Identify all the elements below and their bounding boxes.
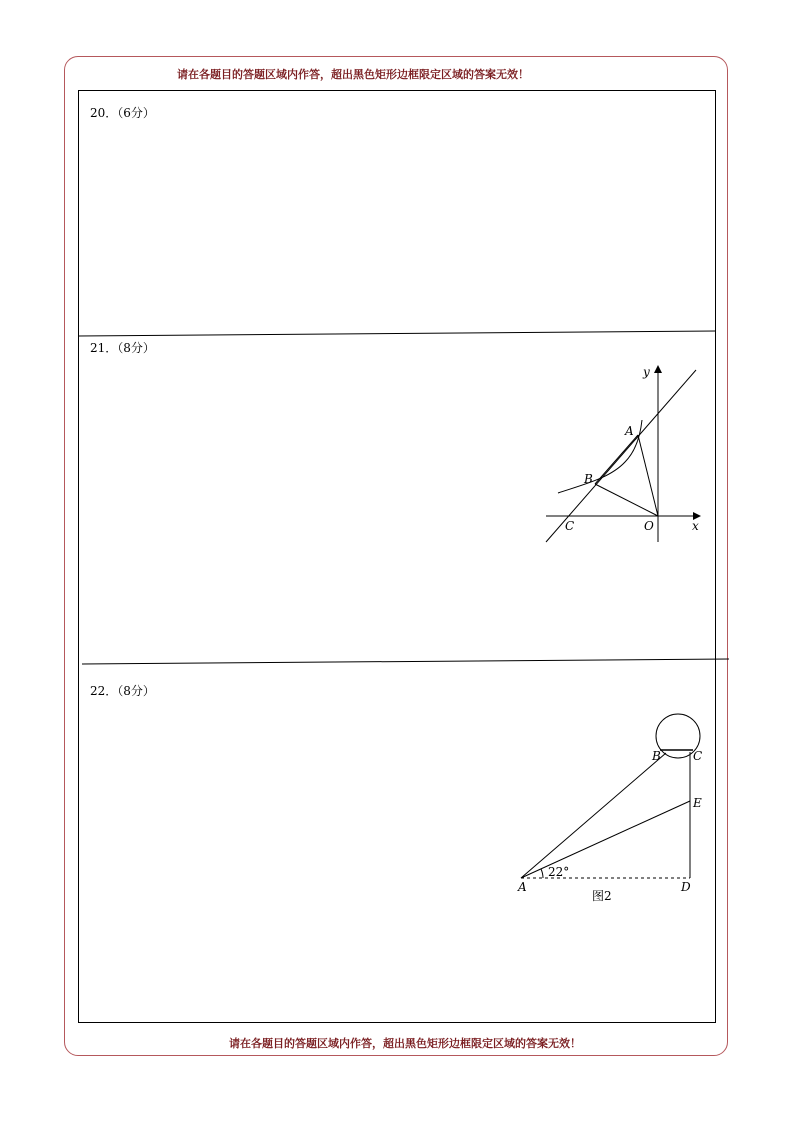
figure-caption: 图2 — [592, 889, 612, 903]
segment-ab — [521, 753, 666, 878]
answer-area-notice-bottom: 请在各题目的答题区域内作答，超出黑色矩形边框限定区域的答案无效！ — [229, 1037, 581, 1050]
answer-area-notice-top: 请在各题目的答题区域内作答，超出黑色矩形边框限定区域的答案无效！ — [177, 68, 529, 81]
label-a: A — [625, 424, 634, 438]
label-c: C — [693, 749, 703, 763]
label-y: y — [643, 365, 650, 379]
label-a: A — [518, 880, 527, 894]
label-d: D — [681, 880, 691, 894]
question-21-label: 21．（8分） — [90, 341, 155, 355]
segment-ao — [638, 435, 658, 516]
angle-arc — [541, 869, 543, 878]
figure-22-diagram — [510, 708, 710, 908]
segment-bo — [595, 484, 658, 516]
question-22-label: 22．（8分） — [90, 684, 155, 698]
divider-21-22 — [82, 659, 729, 664]
label-c: C — [565, 519, 575, 533]
segment-ab — [595, 435, 638, 484]
divider-20-21 — [78, 331, 716, 336]
label-e: E — [693, 796, 702, 810]
segment-ae — [521, 801, 690, 878]
label-o: O — [644, 519, 654, 533]
label-x: x — [692, 519, 699, 533]
figure-21-coordinate-graph — [540, 360, 715, 550]
angle-label: 22° — [548, 865, 570, 879]
label-b: B — [584, 472, 593, 486]
question-20-label: 20．（6分） — [90, 106, 155, 120]
label-b: B — [652, 749, 661, 763]
